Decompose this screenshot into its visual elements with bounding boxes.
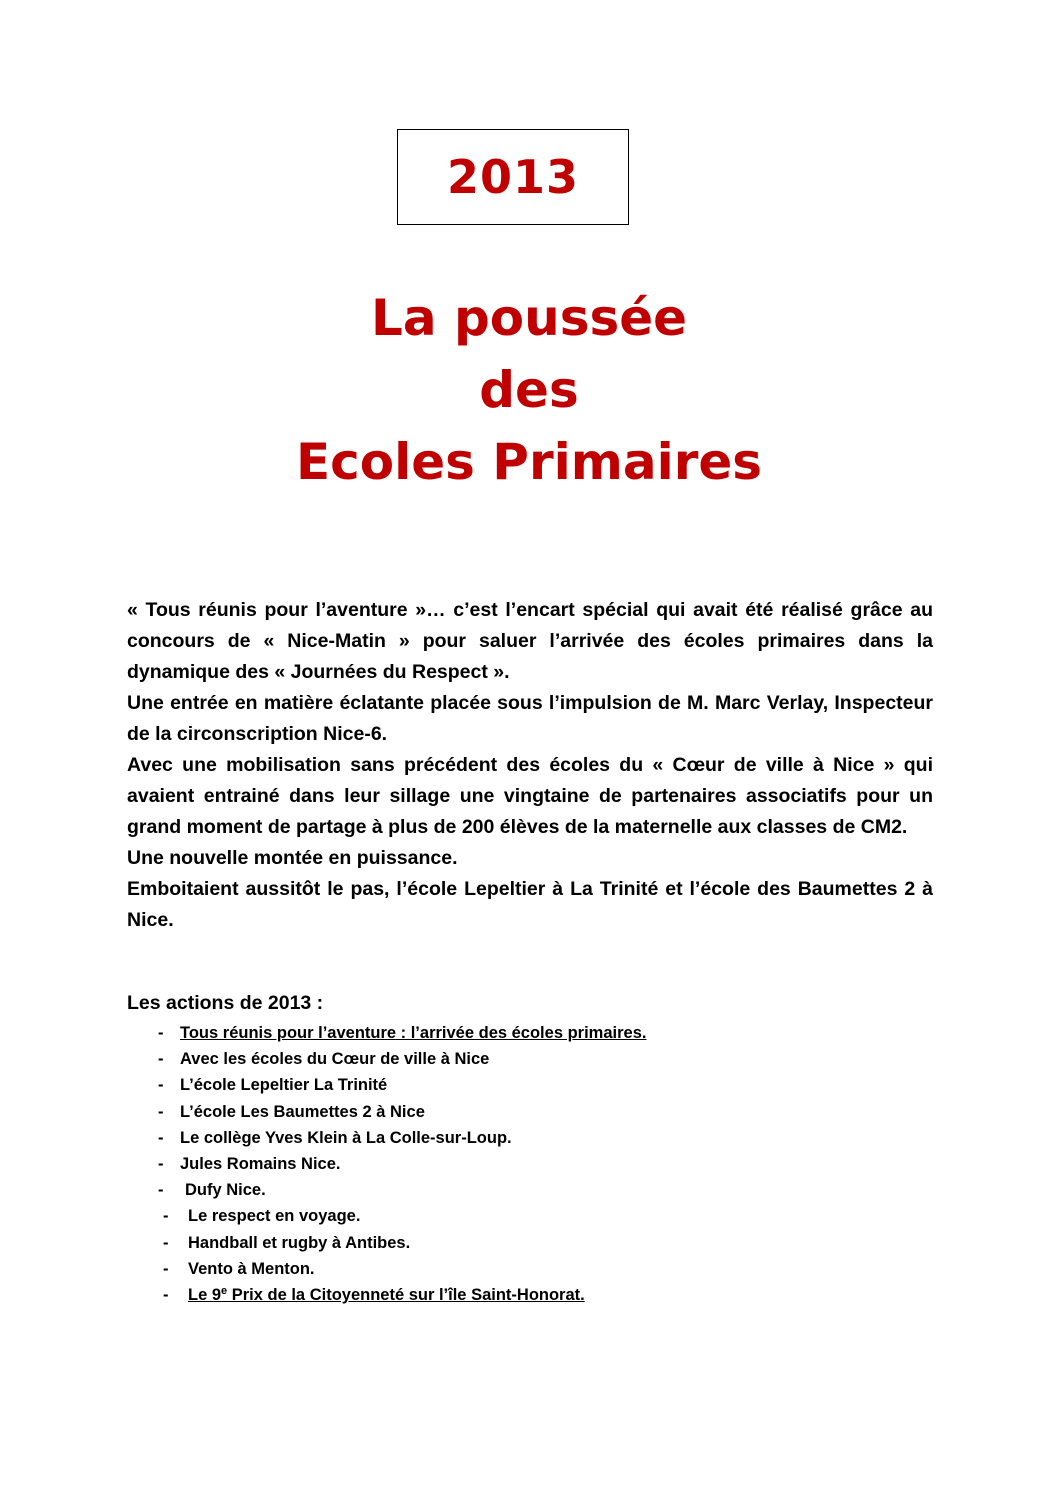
list-dash: - bbox=[158, 1076, 164, 1095]
list-item bbox=[158, 1203, 646, 1229]
actions-heading: Les actions de 2013 : bbox=[127, 992, 324, 1014]
list-item-label: L’école Lepeltier La Trinité bbox=[180, 1076, 388, 1095]
intro-paragraph: Avec une mobilisation sans précédent des écoles du « Cœur de ville à Nice » qui avaient entrainé dans leur sillage une vingtaine de partenaires associatifs pour un grand moment de partage à plus de 200 élèves de la maternelle aux classes de CM2. bbox=[127, 754, 933, 838]
list-dash: - bbox=[158, 1128, 164, 1147]
list-item bbox=[158, 1282, 646, 1308]
list-item bbox=[158, 1072, 646, 1098]
list-item-label: Le collège Yves Klein à La Colle-sur-Loup. bbox=[180, 1128, 512, 1147]
actions-list bbox=[158, 1020, 646, 1308]
list-item bbox=[158, 1020, 646, 1046]
year-label: 2013 bbox=[446, 150, 580, 204]
list-item bbox=[158, 1099, 646, 1125]
title-line-1: La poussée bbox=[370, 289, 688, 347]
list-dash: - bbox=[158, 1050, 164, 1069]
list-dash: - bbox=[158, 1102, 164, 1121]
list-item-label bbox=[188, 1286, 585, 1304]
list-dash: - bbox=[163, 1233, 169, 1252]
title-line-3: Ecoles Primaires bbox=[295, 433, 763, 491]
list-dash: - bbox=[163, 1207, 169, 1226]
list-item-label: L’école Les Baumettes 2 à Nice bbox=[180, 1102, 425, 1121]
list-item-label: Vento à Menton. bbox=[188, 1259, 315, 1278]
intro-text bbox=[127, 595, 933, 936]
intro-paragraph: Une nouvelle montée en puissance. bbox=[127, 847, 458, 869]
intro-paragraph: Une entrée en matière éclatante placée sous l’impulsion de M. Marc Verlay, Inspecteur de la circonscription Nice-6. bbox=[127, 692, 933, 745]
intro-paragraph: Emboitaient aussitôt le pas, l’école Lepeltier à La Trinité et l’école des Baumettes 2 à Nice. bbox=[127, 878, 933, 931]
intro-paragraph: « Tous réunis pour l’aventure »… c’est l’encart spécial qui avait été réalisé grâce au concours de « Nice-Matin » pour saluer l’arrivée des écoles primaires dans la dynamique des « Journées du Respect ». bbox=[127, 599, 933, 683]
list-item bbox=[158, 1151, 646, 1177]
list-dash: - bbox=[158, 1024, 164, 1042]
list-item-label: Avec les écoles du Cœur de ville à Nice bbox=[180, 1050, 490, 1069]
list-item bbox=[158, 1177, 646, 1203]
list-dash: - bbox=[163, 1286, 169, 1305]
list-item-label: Jules Romains Nice. bbox=[180, 1155, 341, 1174]
list-item-label: Dufy Nice. bbox=[185, 1181, 266, 1200]
list-item-label: Handball et rugby à Antibes. bbox=[188, 1233, 411, 1252]
list-item-superscript: e bbox=[221, 1285, 228, 1298]
list-dash: - bbox=[163, 1259, 169, 1278]
list-item bbox=[158, 1046, 646, 1072]
list-item bbox=[158, 1125, 646, 1151]
list-item-prefix: Le 9 bbox=[188, 1286, 222, 1305]
list-dash: - bbox=[158, 1181, 164, 1200]
list-item-suffix: Prix de la Citoyenneté sur l’île Saint-Honorat. bbox=[227, 1286, 585, 1305]
list-dash: - bbox=[158, 1155, 164, 1174]
list-item bbox=[158, 1256, 646, 1282]
list-item-label: Le respect en voyage. bbox=[188, 1207, 361, 1226]
year-box bbox=[397, 129, 629, 225]
list-item bbox=[158, 1230, 646, 1256]
list-item-label: Tous réunis pour l’aventure : l’arrivée des écoles primaires. bbox=[180, 1024, 647, 1042]
title-line-2: des bbox=[479, 361, 579, 419]
page-title bbox=[0, 282, 1058, 498]
